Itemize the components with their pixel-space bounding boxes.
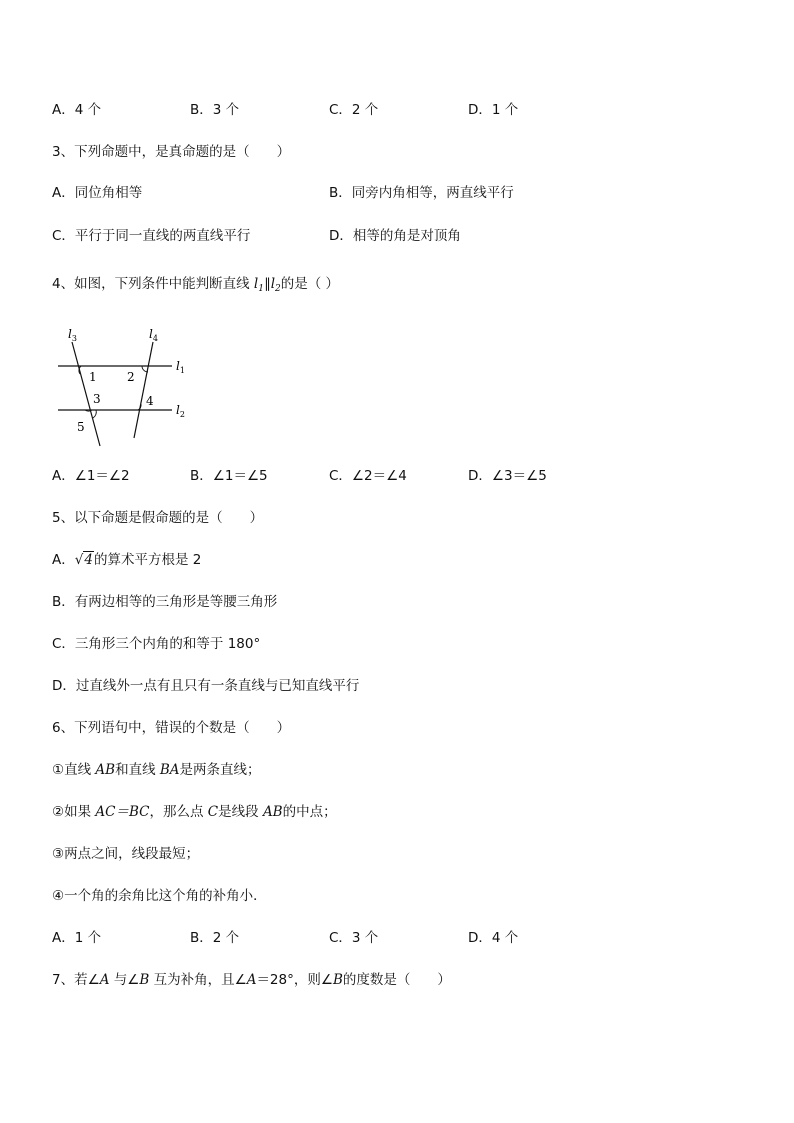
q5-option-a: A．√4的算术平方根是 2 <box>52 552 202 568</box>
q4-stem <box>52 275 339 298</box>
q4-option-b: B．∠1＝∠5 <box>190 468 268 484</box>
q4-figure <box>52 322 202 447</box>
q2-option-d: D．1 个 <box>468 102 519 118</box>
label-l3: $l_3$ <box>68 327 77 343</box>
q2-option-c: C．2 个 <box>329 102 379 118</box>
angle-label-5: 5 <box>77 420 85 434</box>
q4-stem-tail: 的是（ ） <box>280 276 340 292</box>
q5-option-c: C．三角形三个内角的和等于 180° <box>52 636 261 652</box>
q3-option-a: A．同位角相等 <box>52 185 143 201</box>
q4-option-a: A．∠1＝∠2 <box>52 468 130 484</box>
q3-option-d: D．相等的角是对顶角 <box>329 228 461 244</box>
q4-stem-text: 4、如图，下列条件中能判断直线 <box>52 276 254 292</box>
label-l2: $l_2$ <box>176 403 185 419</box>
q4-line-l1: $l_1$ <box>253 276 264 294</box>
q3-option-b: B．同旁内角相等，两直线平行 <box>329 185 514 201</box>
q3-option-c: C．平行于同一直线的两直线平行 <box>52 228 251 244</box>
q6-statement-4: ④一个角的余角比这个角的补角小． <box>52 888 267 904</box>
label-l4: $l_4$ <box>149 327 158 343</box>
q6-statement-1: ①直线 AB和直线 BA是两条直线； <box>52 762 261 778</box>
sqrt-symbol: √4 <box>74 552 93 568</box>
q6-statement-3: ③两点之间，线段最短； <box>52 846 200 862</box>
q2-option-a: A．4 个 <box>52 102 102 118</box>
angle-5-arc <box>93 410 96 418</box>
q6-option-a: A．1 个 <box>52 930 102 946</box>
q6-option-c: C．3 个 <box>329 930 379 946</box>
q4-option-c: C．∠2＝∠4 <box>329 468 407 484</box>
q5-option-d: D．过直线外一点有且只有一条直线与已知直线平行 <box>52 678 360 694</box>
angle-label-1: 1 <box>89 370 97 384</box>
label-l1: $l_1$ <box>176 359 185 375</box>
q3-stem: 3、下列命题中，是真命题的是（ ） <box>52 144 291 160</box>
parallel-symbol: ∥ <box>263 276 271 292</box>
angle-label-4: 4 <box>146 394 154 408</box>
q6-option-b: B．2 个 <box>190 930 240 946</box>
q2-option-b: B．3 个 <box>190 102 240 118</box>
q5-option-b: B．有两边相等的三角形是等腰三角形 <box>52 594 278 610</box>
q4-line-l2: $l_2$ <box>270 276 281 294</box>
q6-option-d: D．4 个 <box>468 930 519 946</box>
q6-statement-2: ②如果 AC＝BC，那么点 C是线段 AB的中点； <box>52 804 337 820</box>
q4-option-d: D．∠3＝∠5 <box>468 468 547 484</box>
angle-label-3: 3 <box>93 392 101 406</box>
line-l4 <box>134 342 153 438</box>
q6-stem: 6、下列语句中，错误的个数是（ ） <box>52 720 291 736</box>
q5-stem: 5、以下命题是假命题的是（ ） <box>52 510 264 526</box>
q7-stem: 7、若∠A 与∠B 互为补角，且∠A＝28°，则∠B的度数是（ ） <box>52 972 451 988</box>
angle-label-2: 2 <box>127 370 135 384</box>
